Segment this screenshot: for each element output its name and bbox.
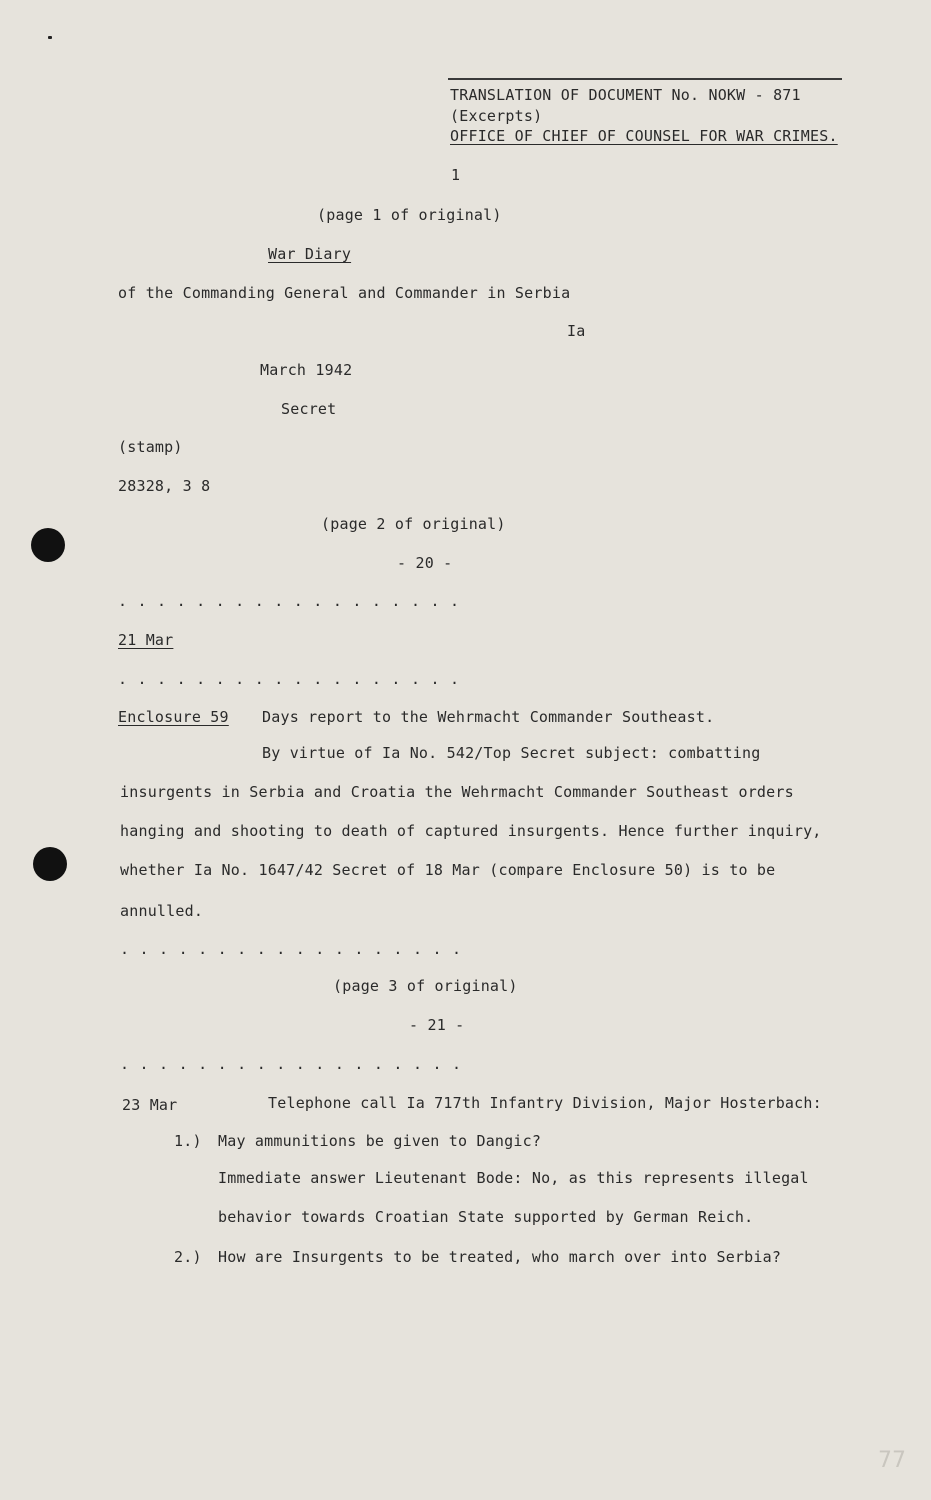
- ink-speck: [48, 36, 52, 39]
- body-line: whether Ia No. 1647/42 Secret of 18 Mar (compare Enclosure 50) is to be: [120, 861, 776, 879]
- page3-marker: (page 3 of original): [333, 977, 518, 995]
- entry-date-23-mar: 23 Mar: [122, 1096, 178, 1114]
- punch-hole-top: [31, 528, 65, 562]
- stamp-label: (stamp): [118, 438, 183, 456]
- stamp-number: 28328, 3 8: [118, 477, 211, 495]
- page-number: 1: [451, 166, 461, 184]
- page1-marker: (page 1 of original): [317, 206, 502, 224]
- ellipsis-row: ..................: [120, 1055, 472, 1073]
- answer-line: Immediate answer Lieutenant Bode: No, as this represents illegal: [218, 1169, 809, 1187]
- item1-number: 1.): [174, 1132, 202, 1150]
- enclosure-label: Enclosure 59: [118, 708, 229, 726]
- body-line: hanging and shooting to death of captured insurgents. Hence further inquiry,: [120, 822, 822, 840]
- item1-text: May ammunitions be given to Dangic?: [218, 1132, 542, 1150]
- entry-text: Telephone call Ia 717th Infantry Division, Major Hosterbach:: [268, 1094, 822, 1112]
- body-line: insurgents in Serbia and Croatia the Wehrmacht Commander Southeast orders: [120, 783, 794, 801]
- classification: Secret: [281, 400, 337, 418]
- item2-text: How are Insurgents to be treated, who march over into Serbia?: [218, 1248, 782, 1266]
- archive-page-number: 77: [878, 1448, 906, 1473]
- answer-line: behavior towards Croatian State supported by German Reich.: [218, 1208, 754, 1226]
- body-line: By virtue of Ia No. 542/Top Secret subject: combatting: [262, 744, 761, 762]
- page3-number: - 21 -: [409, 1016, 465, 1034]
- diary-subtitle: of the Commanding General and Commander in Serbia: [118, 284, 571, 302]
- ellipsis-row: ..................: [118, 592, 470, 610]
- enclosure-title: Days report to the Wehrmacht Commander Southeast.: [262, 708, 715, 726]
- ellipsis-row: ..................: [120, 940, 472, 958]
- diary-title: War Diary: [268, 245, 352, 263]
- header-document-number: TRANSLATION OF DOCUMENT No. NOKW - 871: [450, 86, 801, 104]
- punch-hole-bottom: [33, 847, 67, 881]
- item2-number: 2.): [174, 1248, 202, 1266]
- header-top-rule: [448, 78, 842, 80]
- page2-marker: (page 2 of original): [321, 515, 506, 533]
- body-line: annulled.: [120, 902, 204, 920]
- entry-date-21-mar: 21 Mar: [118, 631, 174, 649]
- header-office: OFFICE OF CHIEF OF COUNSEL FOR WAR CRIMES.: [450, 127, 838, 145]
- section-ia: Ia: [567, 322, 586, 340]
- ellipsis-row: ..................: [118, 670, 470, 688]
- diary-date: March 1942: [260, 361, 353, 379]
- page2-number: - 20 -: [397, 554, 453, 572]
- header-excerpts: (Excerpts): [450, 107, 543, 125]
